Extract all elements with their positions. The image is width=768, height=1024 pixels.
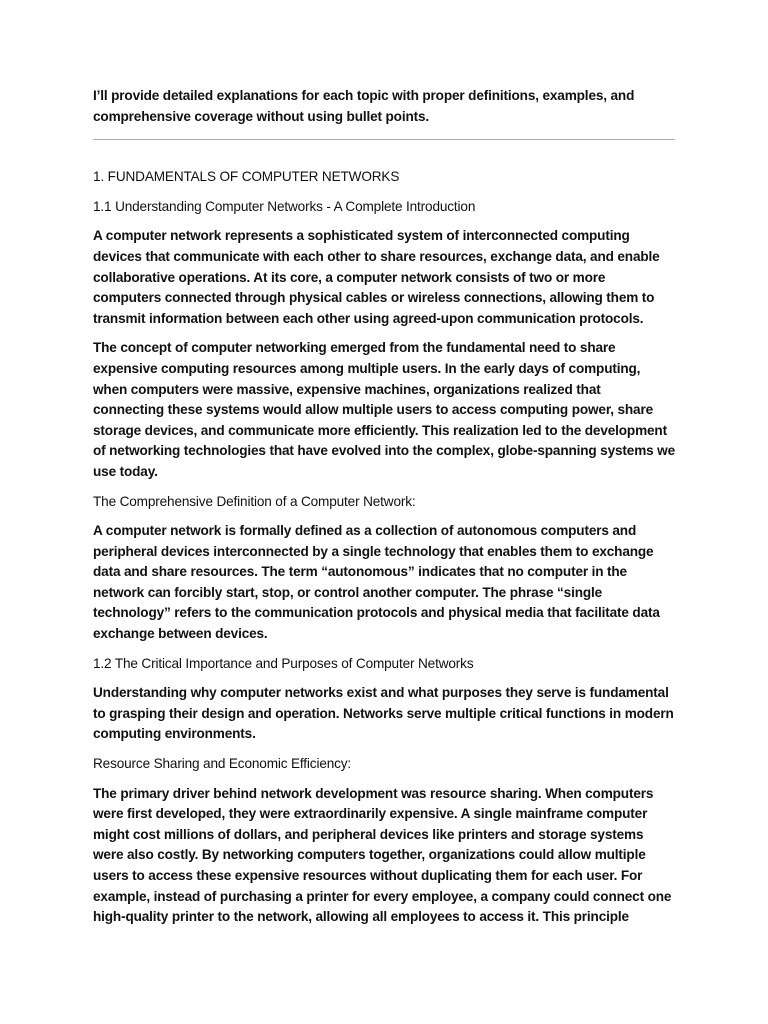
section-1-title: 1. FUNDAMENTALS OF COMPUTER NETWORKS xyxy=(93,169,400,185)
intro-paragraph: I’ll provide detailed explanations for each topic with proper definitions, examples, and comprehensive coverage without using bullet points. xyxy=(93,88,635,124)
paragraph-network-definition: A computer network is formally defined as a collection of autonomous computers and peripheral devices interconnected by a single technology that enables them to exchange data and share resources. The term “autonomous” indicates that no computer in the network can forcibly start, stop, or control another computer. The phrase “single technology” refers to the communication protocols and physical media that facilitate data exchange between devices. xyxy=(93,523,660,642)
resource-sharing-heading: Resource Sharing and Economic Efficiency: xyxy=(93,756,352,772)
paragraph-network-history: The concept of computer networking emerged from the fundamental need to share expensive computing resources among multiple users. In the early days of computing, when computers were massive, expensive machines, organizations realized that connecting these systems would allow multiple users to access computing power, share storage devices, and communicate more efficiently. This realization led to the development of networking technologies that have evolved into the complex, globe-spanning systems we use today. xyxy=(93,340,676,479)
paragraph-network-intro: A computer network represents a sophisticated system of interconnected computing devices that communicate with each other to share resources, exchange data, and enable collaborative operations. At its core, a computer network consists of two or more computers connected through physical cables or wireless connections, allowing them to transmit information between each other using agreed-upon communication protocols. xyxy=(93,228,660,326)
document-page xyxy=(93,86,675,928)
horizontal-divider xyxy=(93,139,675,140)
subsection-1-1-title: 1.1 Understanding Computer Networks - A Complete Introduction xyxy=(93,198,476,214)
paragraph-resource-sharing: The primary driver behind network development was resource sharing. When computers were first developed, they were extraordinarily expensive. A single mainframe computer might cost millions of dollars, and peripheral devices like printers and storage systems were also costly. By networking computers together, organizations could allow multiple users to access these expensive resources without duplicating them for each user. For example, instead of purchasing a printer for every employee, a company could connect one high-quality printer to the network, allowing all employees to access it. This principle xyxy=(93,785,672,925)
paragraph-network-purposes: Understanding why computer networks exist and what purposes they serve is fundamental to grasping their design and operation. Networks serve multiple critical functions in modern computing environments. xyxy=(93,685,674,742)
definition-heading: The Comprehensive Definition of a Computer Network: xyxy=(93,493,416,509)
subsection-1-2-title: 1.2 The Critical Importance and Purposes of Computer Networks xyxy=(93,655,474,671)
